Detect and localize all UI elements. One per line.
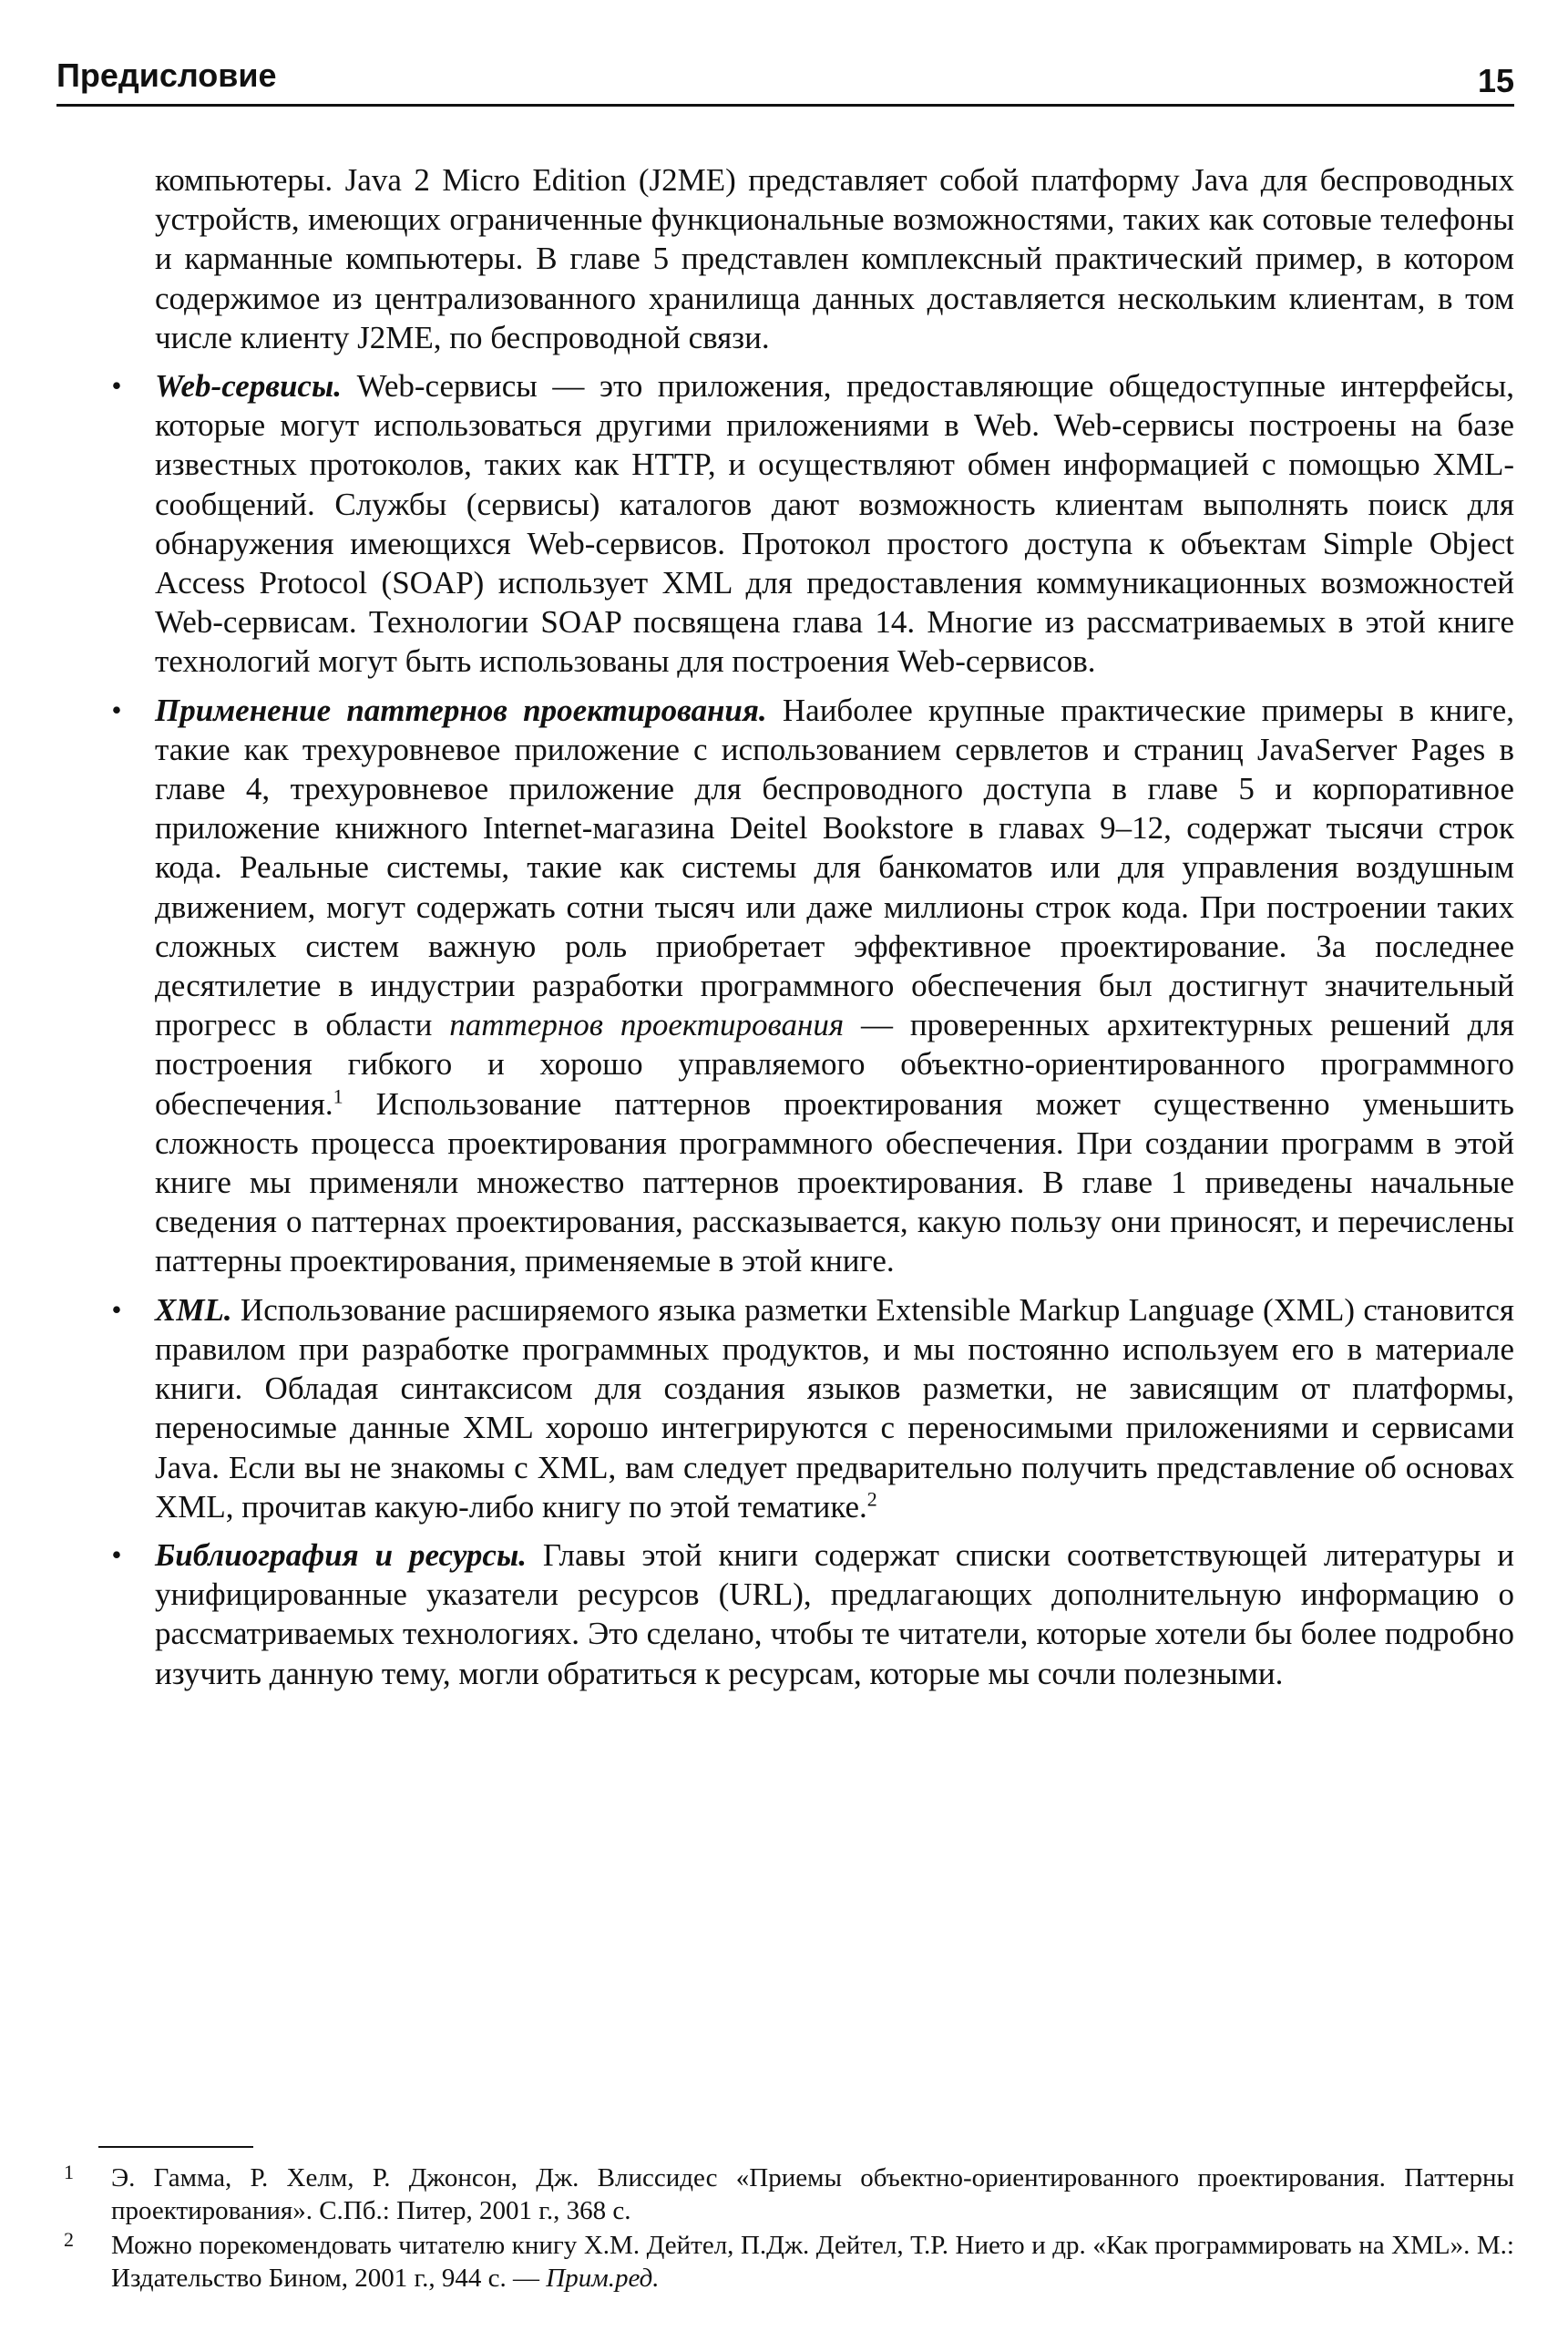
bullet-item-web-services (111, 366, 1514, 682)
intro-paragraph: компьютеры. Java 2 Micro Edition (J2ME) представляет собой платформу Java для беспроводных устройств, имеющих ограниченные функциональные возможностями, таких как сотовые телефоны и карманные компьютеры. В главе 5 представлен комплексный практический пример, в котором содержимое из централизованного хранилища данных доставляется нескольким клиентам, в том числе клиенту J2ME, по беспроводной связи. (155, 162, 1514, 355)
bullet-item-bibliography (111, 1535, 1514, 1693)
footnote-2 (56, 2229, 1514, 2295)
bullet-list (111, 366, 1515, 1693)
bullet-term: XML. (155, 1291, 232, 1328)
bullet-term: Web-сервисы. (155, 368, 342, 405)
bullet-item-design-patterns (111, 691, 1515, 1281)
page-number: 15 (1477, 62, 1514, 99)
footnote-ref[interactable]: 2 (866, 1487, 877, 1511)
bullet-term: Библиография и ресурсы. (155, 1536, 527, 1573)
bullet-icon: • (111, 1537, 122, 1571)
bullet-item-xml (111, 1290, 1514, 1526)
footnotes (56, 2162, 1514, 2296)
header-rule (56, 104, 1514, 107)
bullet-icon: • (111, 1292, 122, 1326)
bullet-text: Использование расширяемого языка разметки Extensible Markup Language (XML) становится правилом при разработке программных продуктов, и мы постоянно используем его в материале книги. Обладая синтаксисом для создания языков разметки, не зависящим от платформы, переносимые данные XML хорошо интегрируются с переносимыми приложениями и сервисами Java. Если вы не знакомы с XML, вам следует предварительно получить представление об основах XML, прочитав какую-либо книгу по этой тематике. (155, 1291, 1514, 1525)
chapter-title: Предисловие (56, 56, 277, 94)
footnote-text: Можно порекомендовать читателю книгу Х.М. Дейтел, П.Дж. Дейтел, Т.Р. Нието и др. «Как программировать на XML». М.: Издательство Бином, 2001 г., 944 с. — (111, 2231, 1514, 2293)
bullet-italic-text: паттернов проектирования (449, 1007, 845, 1043)
bullet-text: Главы этой книги содержат списки соответствующей литературы и унифицированные указатели ресурсов (URL), предлагающих дополнительную информацию о рассматриваемых технологиях. Это сделано, чтобы те читатели, которые хотели бы более подробно изучить данную тему, могли обратиться к ресурсам, которые мы сочли полезными. (155, 1536, 1514, 1691)
footnote-rule (98, 2146, 253, 2148)
footnote-1 (56, 2162, 1514, 2227)
running-head (56, 56, 1514, 111)
footnote-mark: 2 (64, 2228, 74, 2251)
bullet-text: Наиболее крупные практические примеры в книге, такие как трехуровневое приложение с использованием сервлетов и страниц JavaServer Pages в главе 4, трехуровневое приложение для беспроводного доступа в главе 5 и корпоративное приложение книжного Internet-магазина Deitel Bookstore в главах 9–12, содержат тысячи строк кода. Реальные системы, такие как системы для банкоматов или для управления воздушным движением, могут содержать сотни тысяч или даже миллионы строк кода. При построении таких сложных систем важную роль приобретает эффективное проектирование. За последнее десятилетие в индустрии разработки программного обеспечения был достигнут значительный прогресс в области (155, 692, 1514, 1043)
bullet-text: — проверенных архитектурных решений для построения гибкого и хорошо управляемого объектно-ориентированного программного обеспечения. (155, 1007, 1515, 1122)
bullet-text: Web-сервисы — это приложения, предоставляющие общедоступные интерфейсы, которые могут использоваться другими приложениями в Web. Web-сервисы построены на базе известных протоколов, таких как HTTP, и осуществляют обмен информацией с помощью XML-сообщений. Службы (сервисы) каталогов дают возможность клиентам выполнять поиск для обнаружения имеющихся Web-сервисов. Протокол простого доступа к объектам Simple Object Access Protocol (SOAP) использует XML для предоставления коммуникационных возможностей Web-сервисам. Технологии SOAP посвящена глава 14. Многие из рассматриваемых в этой книге технологий могут быть использованы для построения Web-сервисов. (155, 368, 1514, 680)
footnote-text: Э. Гамма, Р. Хелм, Р. Джонсон, Дж. Влиссидес «Приемы объектно-ориентированного проектирования. Паттерны проектирования». С.Пб.: Питер, 2001 г., 368 с. (111, 2163, 1514, 2225)
footnote-ref[interactable]: 1 (333, 1084, 343, 1108)
bullet-text: Использование паттернов проектирования может существенно уменьшить сложность процесса проектирования программного обеспечения. При создании программ в этой книге мы применяли множество паттернов проектирования. В главе 1 приведены начальные сведения о паттернах проектирования, рассказывается, какую пользу они приносят, и перечислены паттерны проектирования, применяемые в этой книге. (155, 1085, 1514, 1279)
footnote-italic-text: Прим.ред. (546, 2264, 660, 2293)
bullet-icon: • (111, 693, 122, 726)
footnote-mark: 1 (64, 2161, 74, 2183)
bullet-icon: • (111, 369, 122, 403)
bullet-term: Применение паттернов проектирования. (155, 692, 767, 728)
main-text (111, 160, 1515, 1693)
